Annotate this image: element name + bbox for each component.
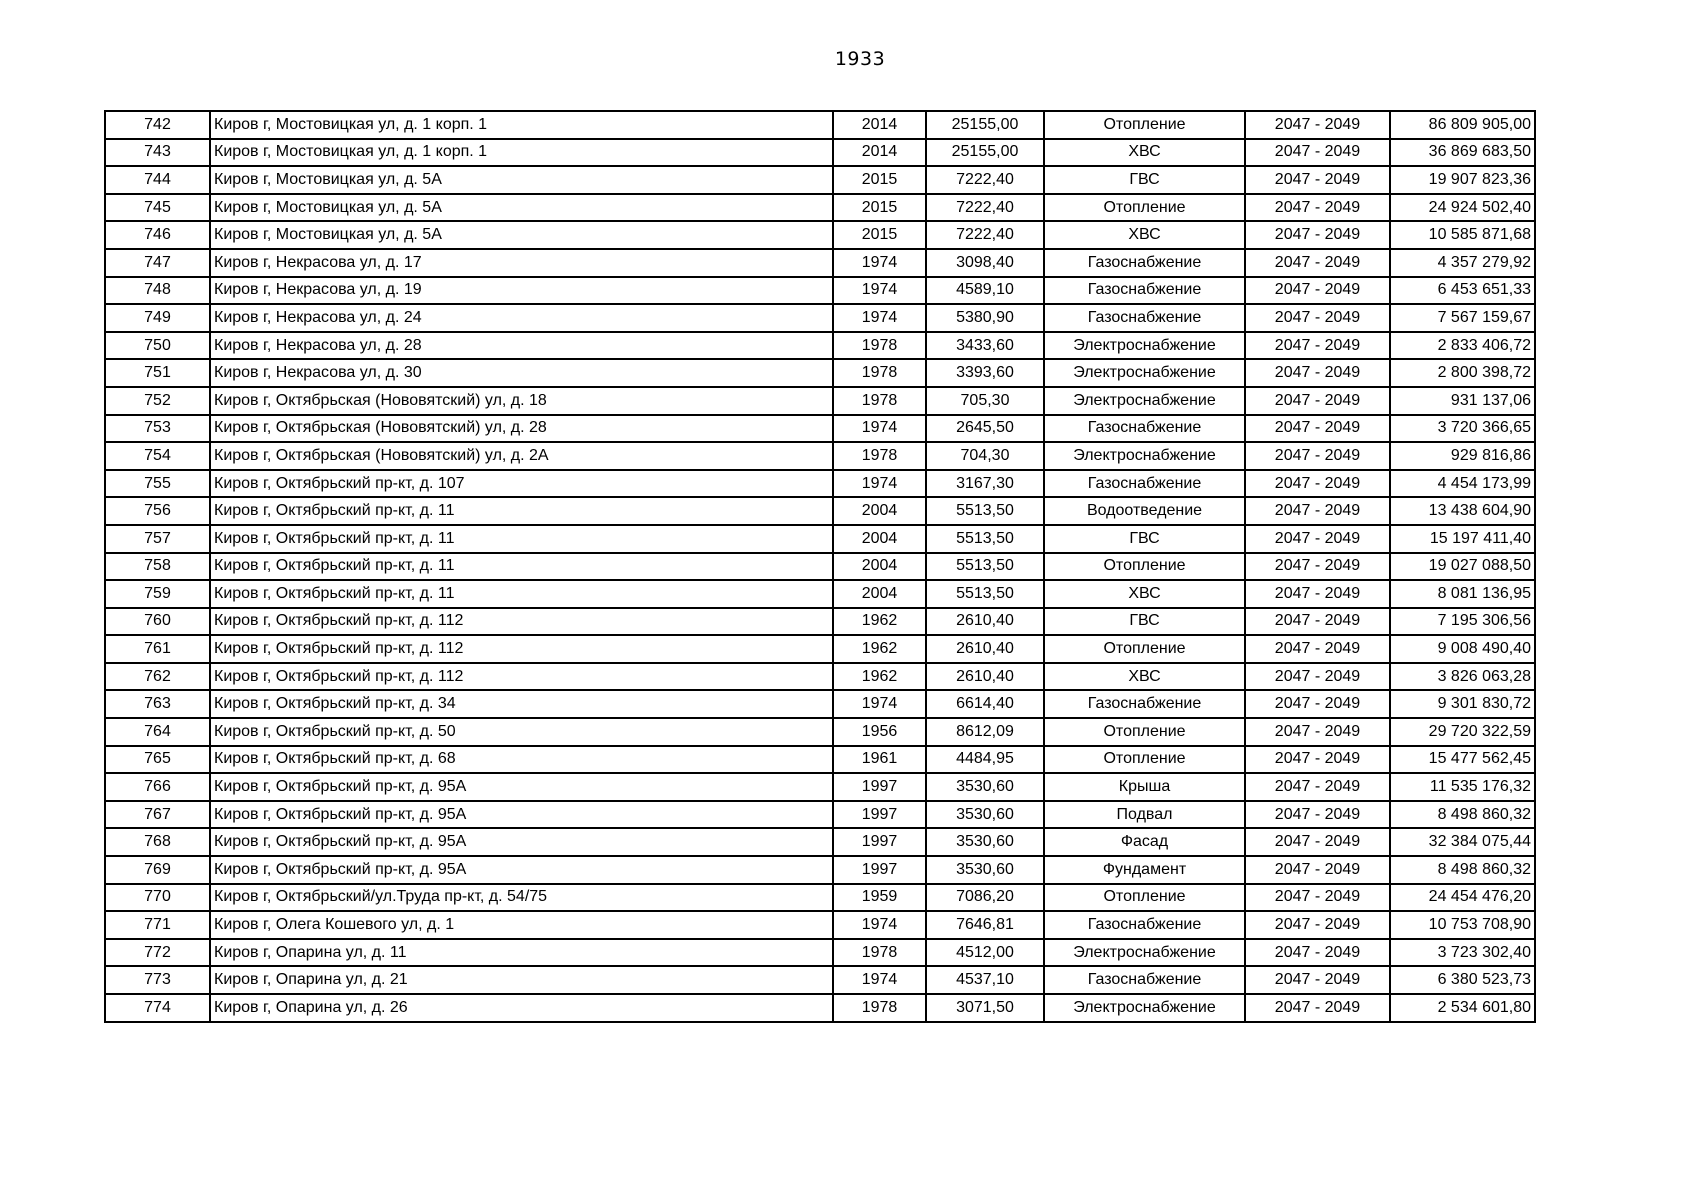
- period-cell: 2047 - 2049: [1245, 525, 1390, 553]
- table-row: [105, 608, 1535, 636]
- work-type-cell: Водоотведение: [1044, 497, 1245, 525]
- row-number-cell: 769: [105, 856, 210, 884]
- cost-cell: 6 380 523,73: [1390, 966, 1535, 994]
- build-year-cell: 1974: [833, 911, 926, 939]
- area-cell: 2645,50: [926, 415, 1044, 443]
- area-cell: 6614,40: [926, 690, 1044, 718]
- period-cell: 2047 - 2049: [1245, 635, 1390, 663]
- row-number-cell: 774: [105, 994, 210, 1022]
- build-year-cell: 1974: [833, 249, 926, 277]
- address-cell: Киров г, Октябрьский пр-кт, д. 107: [210, 470, 833, 498]
- area-cell: 5513,50: [926, 497, 1044, 525]
- area-cell: 3530,60: [926, 773, 1044, 801]
- build-year-cell: 2015: [833, 221, 926, 249]
- build-year-cell: 1978: [833, 994, 926, 1022]
- period-cell: 2047 - 2049: [1245, 332, 1390, 360]
- build-year-cell: 1961: [833, 746, 926, 774]
- area-cell: 2610,40: [926, 635, 1044, 663]
- row-number-cell: 742: [105, 111, 210, 139]
- area-cell: 3098,40: [926, 249, 1044, 277]
- address-cell: Киров г, Октябрьский пр-кт, д. 11: [210, 525, 833, 553]
- period-cell: 2047 - 2049: [1245, 415, 1390, 443]
- build-year-cell: 1974: [833, 966, 926, 994]
- table-row: [105, 773, 1535, 801]
- area-cell: 3530,60: [926, 856, 1044, 884]
- page-number: 1933: [834, 48, 886, 70]
- cost-cell: 929 816,86: [1390, 442, 1535, 470]
- cost-cell: 36 869 683,50: [1390, 139, 1535, 167]
- table-row: [105, 746, 1535, 774]
- row-number-cell: 750: [105, 332, 210, 360]
- row-number-cell: 763: [105, 690, 210, 718]
- address-cell: Киров г, Октябрьский пр-кт, д. 95А: [210, 828, 833, 856]
- address-cell: Киров г, Октябрьский пр-кт, д. 112: [210, 635, 833, 663]
- work-type-cell: ГВС: [1044, 166, 1245, 194]
- address-cell: Киров г, Некрасова ул, д. 19: [210, 277, 833, 305]
- period-cell: 2047 - 2049: [1245, 221, 1390, 249]
- work-type-cell: Отопление: [1044, 194, 1245, 222]
- address-cell: Киров г, Октябрьская (Нововятский) ул, д. 28: [210, 415, 833, 443]
- table-row: [105, 718, 1535, 746]
- area-cell: 704,30: [926, 442, 1044, 470]
- address-cell: Киров г, Мостовицкая ул, д. 5А: [210, 221, 833, 249]
- period-cell: 2047 - 2049: [1245, 387, 1390, 415]
- period-cell: 2047 - 2049: [1245, 166, 1390, 194]
- build-year-cell: 1997: [833, 773, 926, 801]
- address-cell: Киров г, Октябрьский пр-кт, д. 34: [210, 690, 833, 718]
- work-type-cell: ХВС: [1044, 580, 1245, 608]
- period-cell: 2047 - 2049: [1245, 801, 1390, 829]
- cost-cell: 2 800 398,72: [1390, 359, 1535, 387]
- area-cell: 25155,00: [926, 139, 1044, 167]
- cost-cell: 24 454 476,20: [1390, 884, 1535, 912]
- period-cell: 2047 - 2049: [1245, 249, 1390, 277]
- cost-cell: 6 453 651,33: [1390, 277, 1535, 305]
- period-cell: 2047 - 2049: [1245, 828, 1390, 856]
- build-year-cell: 1978: [833, 442, 926, 470]
- table-row: [105, 994, 1535, 1022]
- table-row: [105, 277, 1535, 305]
- build-year-cell: 2004: [833, 497, 926, 525]
- address-cell: Киров г, Октябрьский пр-кт, д. 95А: [210, 856, 833, 884]
- cost-cell: 2 534 601,80: [1390, 994, 1535, 1022]
- period-cell: 2047 - 2049: [1245, 359, 1390, 387]
- address-cell: Киров г, Октябрьский/ул.Труда пр-кт, д. 54/75: [210, 884, 833, 912]
- build-year-cell: 1974: [833, 415, 926, 443]
- table-row: [105, 387, 1535, 415]
- cost-cell: 8 498 860,32: [1390, 856, 1535, 884]
- build-year-cell: 1974: [833, 304, 926, 332]
- cost-cell: 15 477 562,45: [1390, 746, 1535, 774]
- cost-cell: 13 438 604,90: [1390, 497, 1535, 525]
- work-type-cell: Отопление: [1044, 635, 1245, 663]
- build-year-cell: 2014: [833, 139, 926, 167]
- work-type-cell: Газоснабжение: [1044, 966, 1245, 994]
- table-row: [105, 663, 1535, 691]
- area-cell: 7222,40: [926, 166, 1044, 194]
- address-cell: Киров г, Октябрьский пр-кт, д. 11: [210, 553, 833, 581]
- address-cell: Киров г, Некрасова ул, д. 28: [210, 332, 833, 360]
- period-cell: 2047 - 2049: [1245, 966, 1390, 994]
- cost-cell: 3 720 366,65: [1390, 415, 1535, 443]
- row-number-cell: 771: [105, 911, 210, 939]
- cost-cell: 19 027 088,50: [1390, 553, 1535, 581]
- period-cell: 2047 - 2049: [1245, 746, 1390, 774]
- area-cell: 7086,20: [926, 884, 1044, 912]
- work-type-cell: ГВС: [1044, 525, 1245, 553]
- cost-cell: 32 384 075,44: [1390, 828, 1535, 856]
- registry-table: [104, 110, 1536, 1023]
- period-cell: 2047 - 2049: [1245, 194, 1390, 222]
- address-cell: Киров г, Некрасова ул, д. 30: [210, 359, 833, 387]
- area-cell: 4537,10: [926, 966, 1044, 994]
- period-cell: 2047 - 2049: [1245, 553, 1390, 581]
- build-year-cell: 1962: [833, 608, 926, 636]
- registry-table-body: [105, 111, 1535, 1022]
- table-row: [105, 415, 1535, 443]
- work-type-cell: Электроснабжение: [1044, 359, 1245, 387]
- period-cell: 2047 - 2049: [1245, 994, 1390, 1022]
- build-year-cell: 1978: [833, 939, 926, 967]
- address-cell: Киров г, Октябрьский пр-кт, д. 112: [210, 608, 833, 636]
- row-number-cell: 766: [105, 773, 210, 801]
- area-cell: 4512,00: [926, 939, 1044, 967]
- area-cell: 3167,30: [926, 470, 1044, 498]
- row-number-cell: 752: [105, 387, 210, 415]
- address-cell: Киров г, Октябрьский пр-кт, д. 50: [210, 718, 833, 746]
- work-type-cell: Электроснабжение: [1044, 939, 1245, 967]
- work-type-cell: Электроснабжение: [1044, 332, 1245, 360]
- address-cell: Киров г, Октябрьский пр-кт, д. 112: [210, 663, 833, 691]
- row-number-cell: 762: [105, 663, 210, 691]
- cost-cell: 19 907 823,36: [1390, 166, 1535, 194]
- cost-cell: 4 454 173,99: [1390, 470, 1535, 498]
- work-type-cell: Электроснабжение: [1044, 994, 1245, 1022]
- address-cell: Киров г, Октябрьский пр-кт, д. 95А: [210, 801, 833, 829]
- period-cell: 2047 - 2049: [1245, 497, 1390, 525]
- address-cell: Киров г, Опарина ул, д. 11: [210, 939, 833, 967]
- area-cell: 3530,60: [926, 828, 1044, 856]
- work-type-cell: Крыша: [1044, 773, 1245, 801]
- area-cell: 4589,10: [926, 277, 1044, 305]
- build-year-cell: 1974: [833, 690, 926, 718]
- row-number-cell: 768: [105, 828, 210, 856]
- period-cell: 2047 - 2049: [1245, 442, 1390, 470]
- period-cell: 2047 - 2049: [1245, 580, 1390, 608]
- address-cell: Киров г, Некрасова ул, д. 24: [210, 304, 833, 332]
- address-cell: Киров г, Мостовицкая ул, д. 1 корп. 1: [210, 139, 833, 167]
- row-number-cell: 758: [105, 553, 210, 581]
- period-cell: 2047 - 2049: [1245, 277, 1390, 305]
- work-type-cell: Подвал: [1044, 801, 1245, 829]
- build-year-cell: 1997: [833, 856, 926, 884]
- row-number-cell: 749: [105, 304, 210, 332]
- row-number-cell: 765: [105, 746, 210, 774]
- build-year-cell: 2004: [833, 580, 926, 608]
- row-number-cell: 754: [105, 442, 210, 470]
- work-type-cell: Электроснабжение: [1044, 442, 1245, 470]
- row-number-cell: 772: [105, 939, 210, 967]
- cost-cell: 4 357 279,92: [1390, 249, 1535, 277]
- area-cell: 5513,50: [926, 580, 1044, 608]
- work-type-cell: ГВС: [1044, 608, 1245, 636]
- work-type-cell: Отопление: [1044, 111, 1245, 139]
- area-cell: 25155,00: [926, 111, 1044, 139]
- period-cell: 2047 - 2049: [1245, 856, 1390, 884]
- address-cell: Киров г, Опарина ул, д. 26: [210, 994, 833, 1022]
- row-number-cell: 757: [105, 525, 210, 553]
- area-cell: 5513,50: [926, 525, 1044, 553]
- cost-cell: 11 535 176,32: [1390, 773, 1535, 801]
- cost-cell: 10 753 708,90: [1390, 911, 1535, 939]
- area-cell: 7222,40: [926, 194, 1044, 222]
- table-row: [105, 497, 1535, 525]
- address-cell: Киров г, Некрасова ул, д. 17: [210, 249, 833, 277]
- table-row: [105, 525, 1535, 553]
- table-row: [105, 580, 1535, 608]
- cost-cell: 24 924 502,40: [1390, 194, 1535, 222]
- period-cell: 2047 - 2049: [1245, 304, 1390, 332]
- cost-cell: 7 195 306,56: [1390, 608, 1535, 636]
- table-row: [105, 911, 1535, 939]
- area-cell: 5380,90: [926, 304, 1044, 332]
- table-row: [105, 828, 1535, 856]
- work-type-cell: Отопление: [1044, 746, 1245, 774]
- period-cell: 2047 - 2049: [1245, 111, 1390, 139]
- address-cell: Киров г, Октябрьский пр-кт, д. 11: [210, 497, 833, 525]
- area-cell: 4484,95: [926, 746, 1044, 774]
- row-number-cell: 756: [105, 497, 210, 525]
- row-number-cell: 764: [105, 718, 210, 746]
- area-cell: 3071,50: [926, 994, 1044, 1022]
- table-row: [105, 442, 1535, 470]
- row-number-cell: 746: [105, 221, 210, 249]
- work-type-cell: Отопление: [1044, 718, 1245, 746]
- table-row: [105, 856, 1535, 884]
- address-cell: Киров г, Октябрьская (Нововятский) ул, д. 18: [210, 387, 833, 415]
- build-year-cell: 1962: [833, 663, 926, 691]
- row-number-cell: 751: [105, 359, 210, 387]
- work-type-cell: Газоснабжение: [1044, 415, 1245, 443]
- work-type-cell: Газоснабжение: [1044, 277, 1245, 305]
- work-type-cell: Электроснабжение: [1044, 387, 1245, 415]
- area-cell: 2610,40: [926, 663, 1044, 691]
- build-year-cell: 2004: [833, 525, 926, 553]
- row-number-cell: 745: [105, 194, 210, 222]
- table-row: [105, 249, 1535, 277]
- cost-cell: 8 081 136,95: [1390, 580, 1535, 608]
- row-number-cell: 755: [105, 470, 210, 498]
- build-year-cell: 1978: [833, 387, 926, 415]
- build-year-cell: 1956: [833, 718, 926, 746]
- row-number-cell: 770: [105, 884, 210, 912]
- work-type-cell: ХВС: [1044, 221, 1245, 249]
- address-cell: Киров г, Октябрьский пр-кт, д. 11: [210, 580, 833, 608]
- table-row: [105, 359, 1535, 387]
- period-cell: 2047 - 2049: [1245, 663, 1390, 691]
- period-cell: 2047 - 2049: [1245, 718, 1390, 746]
- address-cell: Киров г, Олега Кошевого ул, д. 1: [210, 911, 833, 939]
- table-row: [105, 111, 1535, 139]
- address-cell: Киров г, Опарина ул, д. 21: [210, 966, 833, 994]
- cost-cell: 29 720 322,59: [1390, 718, 1535, 746]
- table-row: [105, 194, 1535, 222]
- row-number-cell: 759: [105, 580, 210, 608]
- row-number-cell: 760: [105, 608, 210, 636]
- table-row: [105, 332, 1535, 360]
- address-cell: Киров г, Мостовицкая ул, д. 5А: [210, 166, 833, 194]
- work-type-cell: ХВС: [1044, 663, 1245, 691]
- area-cell: 705,30: [926, 387, 1044, 415]
- cost-cell: 15 197 411,40: [1390, 525, 1535, 553]
- work-type-cell: Газоснабжение: [1044, 470, 1245, 498]
- cost-cell: 8 498 860,32: [1390, 801, 1535, 829]
- area-cell: 3433,60: [926, 332, 1044, 360]
- cost-cell: 10 585 871,68: [1390, 221, 1535, 249]
- period-cell: 2047 - 2049: [1245, 608, 1390, 636]
- period-cell: 2047 - 2049: [1245, 939, 1390, 967]
- work-type-cell: Газоснабжение: [1044, 911, 1245, 939]
- work-type-cell: Газоснабжение: [1044, 249, 1245, 277]
- cost-cell: 2 833 406,72: [1390, 332, 1535, 360]
- build-year-cell: 1997: [833, 801, 926, 829]
- row-number-cell: 753: [105, 415, 210, 443]
- build-year-cell: 1959: [833, 884, 926, 912]
- address-cell: Киров г, Мостовицкая ул, д. 1 корп. 1: [210, 111, 833, 139]
- work-type-cell: Фасад: [1044, 828, 1245, 856]
- row-number-cell: 761: [105, 635, 210, 663]
- table-row: [105, 939, 1535, 967]
- build-year-cell: 1974: [833, 277, 926, 305]
- row-number-cell: 747: [105, 249, 210, 277]
- period-cell: 2047 - 2049: [1245, 139, 1390, 167]
- build-year-cell: 2014: [833, 111, 926, 139]
- cost-cell: 3 723 302,40: [1390, 939, 1535, 967]
- work-type-cell: Газоснабжение: [1044, 690, 1245, 718]
- build-year-cell: 1974: [833, 470, 926, 498]
- table-row: [105, 801, 1535, 829]
- table-row: [105, 690, 1535, 718]
- cost-cell: 3 826 063,28: [1390, 663, 1535, 691]
- address-cell: Киров г, Октябрьский пр-кт, д. 68: [210, 746, 833, 774]
- work-type-cell: Газоснабжение: [1044, 304, 1245, 332]
- build-year-cell: 1978: [833, 359, 926, 387]
- cost-cell: 9 008 490,40: [1390, 635, 1535, 663]
- build-year-cell: 2015: [833, 166, 926, 194]
- cost-cell: 7 567 159,67: [1390, 304, 1535, 332]
- row-number-cell: 743: [105, 139, 210, 167]
- table-row: [105, 966, 1535, 994]
- address-cell: Киров г, Октябрьский пр-кт, д. 95А: [210, 773, 833, 801]
- period-cell: 2047 - 2049: [1245, 690, 1390, 718]
- cost-cell: 931 137,06: [1390, 387, 1535, 415]
- table-row: [105, 166, 1535, 194]
- build-year-cell: 2004: [833, 553, 926, 581]
- address-cell: Киров г, Мостовицкая ул, д. 5А: [210, 194, 833, 222]
- build-year-cell: 1962: [833, 635, 926, 663]
- area-cell: 3393,60: [926, 359, 1044, 387]
- period-cell: 2047 - 2049: [1245, 470, 1390, 498]
- period-cell: 2047 - 2049: [1245, 773, 1390, 801]
- table-row: [105, 884, 1535, 912]
- row-number-cell: 744: [105, 166, 210, 194]
- table-row: [105, 139, 1535, 167]
- area-cell: 5513,50: [926, 553, 1044, 581]
- address-cell: Киров г, Октябрьская (Нововятский) ул, д. 2А: [210, 442, 833, 470]
- row-number-cell: 767: [105, 801, 210, 829]
- work-type-cell: Фундамент: [1044, 856, 1245, 884]
- cost-cell: 9 301 830,72: [1390, 690, 1535, 718]
- area-cell: 2610,40: [926, 608, 1044, 636]
- row-number-cell: 773: [105, 966, 210, 994]
- work-type-cell: Отопление: [1044, 553, 1245, 581]
- area-cell: 7646,81: [926, 911, 1044, 939]
- table-row: [105, 304, 1535, 332]
- build-year-cell: 1978: [833, 332, 926, 360]
- build-year-cell: 2015: [833, 194, 926, 222]
- row-number-cell: 748: [105, 277, 210, 305]
- build-year-cell: 1997: [833, 828, 926, 856]
- table-row: [105, 635, 1535, 663]
- table-row: [105, 221, 1535, 249]
- area-cell: 7222,40: [926, 221, 1044, 249]
- cost-cell: 86 809 905,00: [1390, 111, 1535, 139]
- work-type-cell: ХВС: [1044, 139, 1245, 167]
- work-type-cell: Отопление: [1044, 884, 1245, 912]
- area-cell: 8612,09: [926, 718, 1044, 746]
- area-cell: 3530,60: [926, 801, 1044, 829]
- period-cell: 2047 - 2049: [1245, 911, 1390, 939]
- period-cell: 2047 - 2049: [1245, 884, 1390, 912]
- table-row: [105, 553, 1535, 581]
- table-row: [105, 470, 1535, 498]
